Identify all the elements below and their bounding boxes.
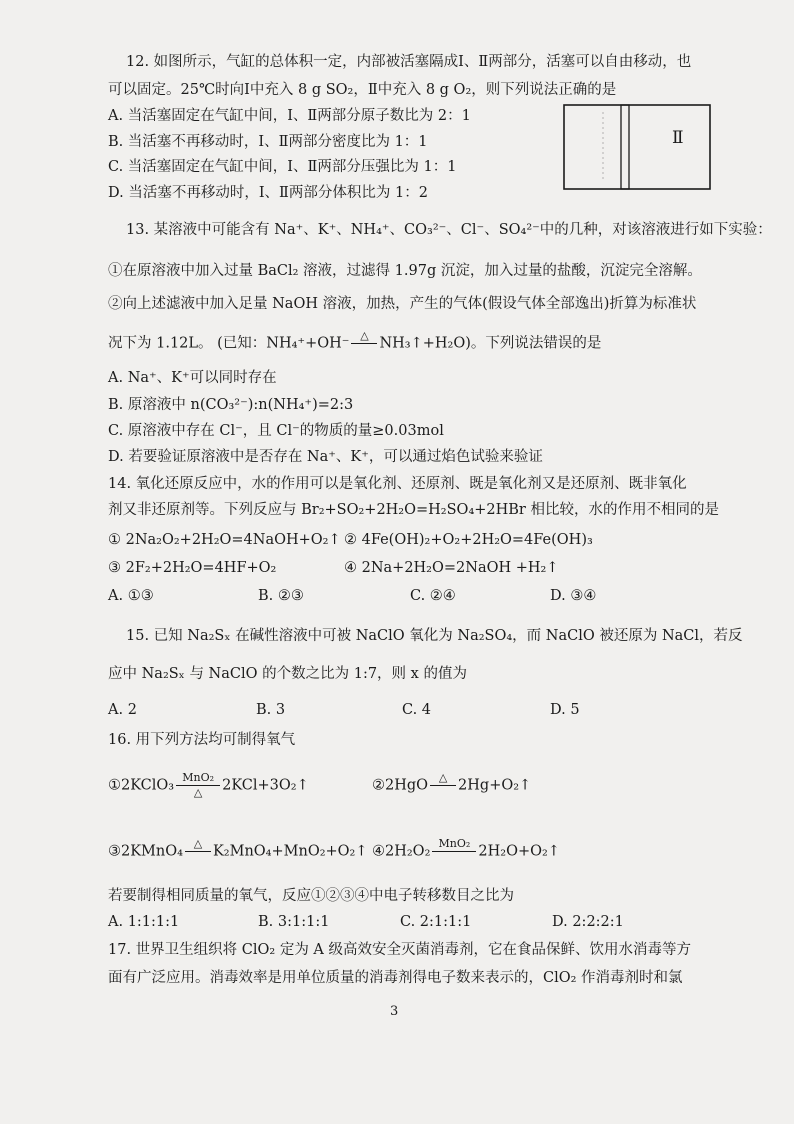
catalyst-arrow <box>432 838 476 865</box>
q16-question: 若要制得相同质量的氧气，反应①②③④中电子转移数目之比为 <box>108 888 514 904</box>
diagram-chamber-2-label: Ⅱ <box>672 128 684 148</box>
heat-arrow <box>351 330 377 357</box>
q13-step2-line1: ②向上述滤液中加入足量 NaOH 溶液，加热，产生的气体(假设气体全部逸出)折算为标准状 <box>108 296 697 312</box>
q14-reaction-1: ① 2Na₂O₂+2H₂O=4NaOH+O₂↑ <box>108 532 341 548</box>
q16-reaction-2 <box>372 772 531 799</box>
q17-stem-line1: 17. 世界卫生组织将 ClO₂ 定为 A 级高效安全灭菌消毒剂，它在食品保鲜、饮用水消毒等方 <box>108 942 692 958</box>
heat-arrow <box>185 838 211 865</box>
q16-r4-product: 2H₂O+O₂↑ <box>478 843 560 860</box>
q14-option-c: C. ②④ <box>410 588 456 604</box>
q16-r3-product: K₂MnO₄+MnO₂+O₂↑ <box>212 843 368 860</box>
q14-option-b: B. ②③ <box>258 588 304 604</box>
q15-option-d: D. 5 <box>550 702 580 718</box>
q16-r2-product: 2Hg+O₂↑ <box>458 777 532 794</box>
heat-symbol: △ <box>193 786 203 799</box>
q15-option-b: B. 3 <box>256 702 286 718</box>
q12-option-b: B. 当活塞不再移动时，Ⅰ、Ⅱ两部分密度比为 1：1 <box>108 134 428 150</box>
heat-symbol: △ <box>438 771 448 784</box>
heat-symbol: △ <box>360 329 369 342</box>
q14-reaction-3: ③ 2F₂+2H₂O=4HF+O₂ <box>108 560 277 576</box>
q14-stem-line1: 14. 氧化还原反应中，水的作用可以是氧化剂、还原剂、既是氧化剂又是还原剂、既非氧化 <box>108 476 687 492</box>
q16-option-d: D. 2:2:2:1 <box>552 914 624 930</box>
q15-option-c: C. 4 <box>402 702 432 718</box>
q14-reaction-4: ④ 2Na+2H₂O=2NaOH +H₂↑ <box>344 560 559 576</box>
q12-stem-line2: 可以固定。25℃时向Ⅰ中充入 8 g SO₂，Ⅱ中充入 8 g O₂，则下列说法正确的是 <box>108 82 617 98</box>
catalyst-label: MnO₂ <box>438 837 471 850</box>
q16-reaction-4 <box>372 838 560 865</box>
q16-r4-reactant: ④2H₂O₂ <box>372 843 431 860</box>
q13-stem-line1: 13. 某溶液中可能含有 Na⁺、K⁺、NH₄⁺、CO₃²⁻、Cl⁻、SO₄²⁻中的几种，对该溶液进行如下实验： <box>126 222 772 238</box>
catalyst-arrow <box>176 772 220 799</box>
q14-option-a: A. ①③ <box>108 588 154 604</box>
q13-step2-post: NH₃↑+H₂O)。下列说法错误的是 <box>379 335 602 352</box>
q16-option-b: B. 3:1:1:1 <box>258 914 330 930</box>
q15-option-a: A. 2 <box>108 702 137 718</box>
q13-option-b: B. 原溶液中 n(CO₃²⁻):n(NH₄⁺)=2:3 <box>108 397 354 413</box>
q13-option-a: A. Na⁺、K⁺可以同时存在 <box>108 370 277 386</box>
cylinder-diagram <box>563 104 711 190</box>
q12-option-a: A. 当活塞固定在气缸中间，Ⅰ、Ⅱ两部分原子数比为 2：1 <box>108 108 471 124</box>
q16-stem: 16. 用下列方法均可制得氧气 <box>108 732 296 748</box>
q14-reaction-2: ② 4Fe(OH)₂+O₂+2H₂O=4Fe(OH)₃ <box>344 532 593 548</box>
q17-stem-line2: 面有广泛应用。消毒效率是用单位质量的消毒剂得电子数来表示的，ClO₂ 作消毒剂时和氯 <box>108 970 683 986</box>
q16-r2-reactant: ②2HgO <box>372 777 429 794</box>
q16-reaction-3 <box>108 838 368 865</box>
heat-symbol: △ <box>193 837 203 850</box>
catalyst-label: MnO₂ <box>182 771 214 784</box>
q15-stem-line2: 应中 Na₂Sₓ 与 NaClO 的个数之比为 1:7，则 x 的值为 <box>108 666 467 682</box>
q16-reaction-1 <box>108 772 309 799</box>
q16-r3-reactant: ③2KMnO₄ <box>108 843 183 860</box>
q16-option-a: A. 1:1:1:1 <box>108 914 180 930</box>
q13-option-c: C. 原溶液中存在 Cl⁻，且 Cl⁻的物质的量≥0.03mol <box>108 423 444 439</box>
q16-option-c: C. 2:1:1:1 <box>400 914 472 930</box>
q12-stem-line1: 12. 如图所示，气缸的总体积一定，内部被活塞隔成Ⅰ、Ⅱ两部分，活塞可以自由移动，也 <box>126 54 692 70</box>
q12-option-c: C. 当活塞固定在气缸中间，Ⅰ、Ⅱ两部分压强比为 1：1 <box>108 159 457 175</box>
q15-stem-line1: 15. 已知 Na₂Sₓ 在碱性溶液中可被 NaClO 氧化为 Na₂SO₄，而 NaClO 被还原为 NaCl，若反 <box>126 628 743 644</box>
q14-option-d: D. ③④ <box>550 588 597 604</box>
heat-arrow <box>430 772 456 799</box>
q13-step2-line2 <box>108 330 601 357</box>
q13-step1: ①在原溶液中加入过量 BaCl₂ 溶液，过滤得 1.97g 沉淀，加入过量的盐酸，沉淀完全溶解。 <box>108 263 702 279</box>
q14-stem-line2: 剂又非还原剂等。下列反应与 Br₂+SO₂+2H₂O=H₂SO₄+2HBr 相比较，水的作用不相同的是 <box>108 502 719 518</box>
q13-option-d: D. 若要验证原溶液中是否存在 Na⁺、K⁺，可以通过焰色试验来验证 <box>108 449 543 465</box>
page-number: 3 <box>390 1004 399 1019</box>
q16-r1-reactant: ①2KClO₃ <box>108 777 175 794</box>
q13-step2-pre: 况下为 1.12L。 (已知：NH₄⁺+OH⁻ <box>108 335 350 352</box>
q16-r1-product: 2KCl+3O₂↑ <box>222 777 309 794</box>
q12-option-d: D. 当活塞不再移动时，Ⅰ、Ⅱ两部分体积比为 1：2 <box>108 185 428 201</box>
